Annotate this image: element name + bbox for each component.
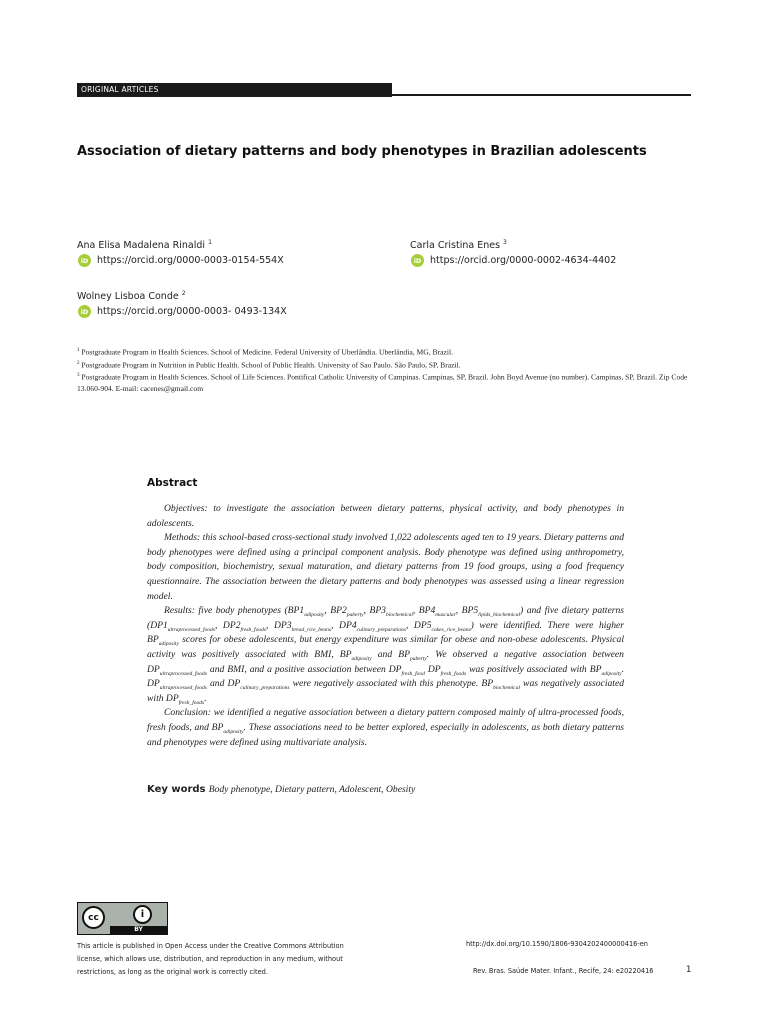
keywords-text: Body phenotype, Dietary pattern, Adolescent, Obesity	[208, 784, 416, 795]
author-affil-sup: 3	[503, 239, 507, 246]
affiliations	[77, 345, 691, 394]
author-name: Ana Elisa Madalena Rinaldi	[77, 240, 206, 252]
doi-link[interactable]: http://dx.doi.org/10.1590/1806-9304202400000416-en	[466, 940, 648, 948]
orcid-link[interactable]: https://orcid.org/0000-0002-4634-4402	[430, 255, 617, 266]
orcid-link[interactable]: https://orcid.org/0000-0003-0154-554X	[97, 255, 284, 266]
author-3	[77, 290, 186, 302]
abstract-objectives: Objectives: to investigate the association between dietary patterns, physical activity, and body phenotypes in adolescents.	[147, 503, 624, 529]
section-rule	[392, 94, 691, 96]
by-label: BY	[110, 926, 167, 934]
author-name: Carla Cristina Enes	[410, 240, 501, 252]
creative-commons-icon: cc	[82, 906, 105, 929]
author-2	[410, 239, 507, 251]
author-affil-sup: 1	[208, 239, 212, 246]
author-1	[77, 239, 212, 251]
affiliation-3: $^3$ Postgraduate Program in Health Sciences. School of Life Sciences. Pontifical Catholic University of Campinas. Campinas, SP, Brazil. John Boyd Avenue (no number). Campinas, SP, Brazil. Zip Code 13.060-904. E-mail: cacenes@gmail.com	[77, 372, 688, 393]
affiliation-2: $^2$ Postgraduate Program in Nutrition in Public Health. School of Public Health. University of Sao Paulo. São Paulo, SP, Brazil.	[77, 360, 461, 370]
affiliation-1: $^1$ Postgraduate Program in Health Sciences. School of Medicine. Federal University of Uberlândia. Uberlândia, MG, Brazil.	[77, 347, 453, 357]
abstract-heading: Abstract	[147, 477, 198, 489]
author-name: Wolney Lisboa Conde	[77, 291, 179, 303]
abstract-body	[147, 502, 624, 750]
section-header	[77, 83, 691, 97]
abstract-results: Results: five body phenotypes ($BP1_{adiposity}$, $BP2_{puberty}$, $BP3_{biochemical}$, $BP4_{muscular}$, $BP5_{lipids\_biochemical}$) and five dietary patterns ($DP1_{ultraprocessed\_foods}$, $DP2_{fresh\_foods}$, $DP3_{bread\_rice\_beans}$, $DP4_{culinary\_preparations}$, $DP5_{cakes\_rice\_beans}$) were identified. There were higher $BP_{adiposity}$ scores for obese adolescents, but energy expenditure was similar for obese and non-obese adolescents. Physical activity was positively associated with BMI, $BP_{adiposity}$ and $BP_{puberty}$. We observed a negative association between $DP_{ultraprocessed\_foods}$ and BMI, and a positive association between $DP_{fresh\_food}$ $DP_{fresh\_foods}$ was positively associated with $BP_{adiposity}$. $DP_{ultraprocessed\_foods}$ and $DP_{culinary\_preparations}$ were negatively associated with this phenotype. $BP_{biochemical}$ was negatively associated with $DP_{fresh\_foods}$.	[147, 605, 625, 706]
page-number: 1	[686, 965, 692, 975]
cc-by-badge[interactable]	[77, 902, 168, 935]
author-2-orcid[interactable]	[411, 254, 616, 267]
keywords-label: Key words	[147, 784, 206, 795]
orcid-icon: iD	[78, 254, 91, 267]
author-1-orcid[interactable]	[78, 254, 284, 267]
author-affil-sup: 2	[181, 290, 186, 297]
license-text: This article is published in Open Access under the Creative Commons Attribution license, which allows use, distribution, and reproduction in any medium, without restrictions, as long as the original work is correctly cited.	[77, 942, 344, 977]
keywords	[147, 784, 624, 795]
abstract-conclusion: Conclusion: we identified a negative association between a dietary pattern composed mainly of ultra-processed foods, fresh foods, and $BP_{adiposity}$. These associations need to be better explored, especially in adolescents, as both dietary patterns and phenotypes were defined using multivariate analysis.	[147, 707, 624, 748]
author-3-orcid[interactable]	[78, 305, 287, 318]
article-title: Association of dietary patterns and body phenotypes in Brazilian adolescents	[77, 144, 647, 159]
orcid-icon: iD	[411, 254, 424, 267]
attribution-person-icon: i	[133, 905, 152, 924]
journal-citation: Rev. Bras. Saúde Mater. Infant., Recife, 24: e20220416	[473, 967, 654, 975]
abstract-methods: Methods: this school-based cross-sectional study involved 1,022 adolescents aged ten to 19 years. Dietary patterns and body phenotypes were defined using a principal component analysis. Body phenotype was defined using anthropometry, body composition, biochemistry, sexual maturation, and dietary patterns from 19 food groups, using a food frequency questionnaire. The association between the dietary patterns and body phenotypes was assessed using a linear regression model.	[147, 532, 624, 602]
orcid-icon: iD	[78, 305, 91, 318]
section-label: ORIGINAL ARTICLES	[77, 83, 392, 97]
orcid-link[interactable]: https://orcid.org/0000-0003- 0493-134X	[97, 306, 287, 317]
